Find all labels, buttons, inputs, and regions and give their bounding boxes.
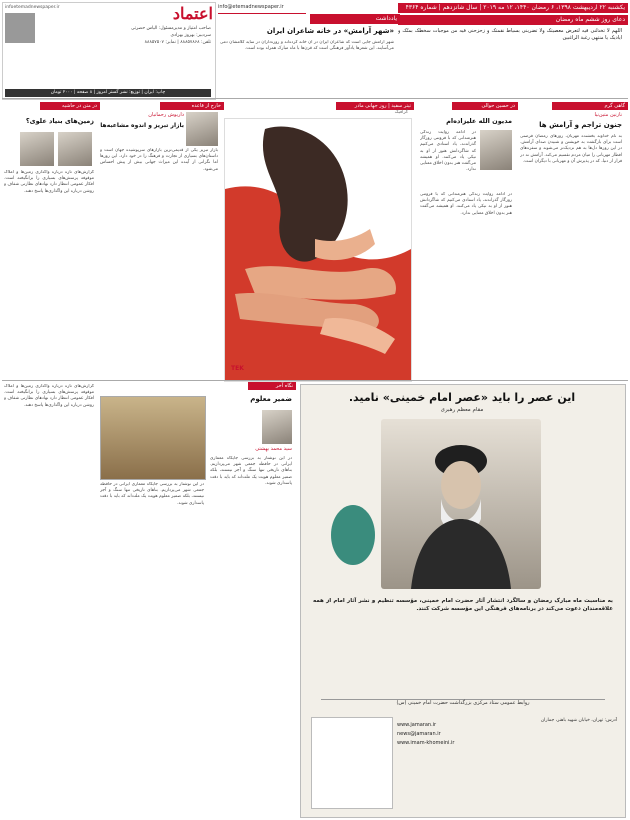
- greeting-title: جنون تراجم و آرامش ها: [539, 121, 622, 129]
- greeting-label: گاهی گرم: [552, 102, 628, 110]
- illustration-label: تیتر سفید | روز جهانی مادر: [336, 102, 414, 110]
- ramadan-text: اللهم لا تخذلنی فیه لتعرض معصیتک ولا تضربنی بسیاط نقمتک و زحزحنی فیه من موجبات سخطک بمنّک و ایادیک یا منتهی رغبة الراغبین: [398, 28, 622, 41]
- ad-body: به مناسبت ماه مبارک رمضان و سالگرد انتشار آثار حضرت امام خمینی، مؤسسه تنظیم و نشر آثار امام از همه علاقه‌مندان دعوت می‌کند در برنامه‌های فرهنگی این مؤسسه شرکت کنند.: [313, 598, 613, 612]
- portrait-icon: [381, 419, 541, 589]
- email-text: info@etemadnewspaper.ir: [218, 2, 306, 14]
- editorial-text: شهر آرامش جایی است که شاعران ایران در آن خانه کرده‌اند و روزه‌داران در سایه کلامشان دمی می‌آسایند. این شعرها یادآور فرهنگی است که قرن‌ها با ماه مبارک همراه بوده است.: [220, 40, 394, 52]
- hosseini-label: در حسین حوالی: [452, 102, 518, 110]
- hosseini-title: مدیون الله علیزاده‌ام: [446, 117, 512, 125]
- ad-footer: روابط عمومی ستاد مرکزی بزرگداشت حضرت امام خمینی (س): [321, 699, 605, 710]
- hosseini-text: در ادامه روایت زندگی هنرمندانی که با فروتنی روزگار گذراندند، یاد استادی می‌کنیم که شاگردانش هنوز از او به نیکی یاد می‌کنند. او همیشه می‌گفت هنر بدون اخلاق معنایی ندارد.: [420, 192, 512, 216]
- zamin-text: گزارش‌های تازه درباره واگذاری زمین‌ها و املاک موقوفه پرسش‌های بسیاری را برانگیخته است. افکار عمومی انتظار دارد نهادهای نظارتی شفاف و روشن درباره این واگذاری‌ها پاسخ دهند.: [4, 170, 94, 194]
- portrait-photo: [381, 419, 541, 589]
- masthead-line: صاحب امتیاز و مدیرمسئول: الیاس حضرتی: [130, 26, 211, 31]
- masthead-line: سردبیر: بهروز بهزادی: [170, 33, 211, 38]
- zamin-title: زمین‌های بنیاد علوی؟: [25, 117, 94, 125]
- architecture-photo: [100, 396, 206, 480]
- bazar-author: داریوش رحمانیان: [148, 112, 184, 118]
- cover-thumbnail: [5, 13, 35, 43]
- zamir-title: ضمیر معلوم: [250, 395, 292, 403]
- hands-illustration-icon: [225, 119, 411, 381]
- mother-illustration: [224, 118, 412, 382]
- date-line: یکشنبه ۲۲ اردیبهشت ۱۳۹۸، ۶ رمضان ۱۴۴۰، ۱۲ مه ۲۰۱۹ | سال شانزدهم | شماره ۴۳۶۴: [398, 3, 628, 13]
- illustration-signature: TEK: [231, 365, 244, 372]
- zamir-text-cont: در این نوشتار به بررسی جایگاه معماری ایرانی در حافظه جمعی شهر می‌پردازیم. بناهای تاریخی تنها سنگ و آجر نیستند، بلکه ضمیر معلوم هویت یک ملت‌اند که باید با دقت پاسداری شوند.: [100, 482, 204, 506]
- masthead: [2, 2, 216, 100]
- ad-headline: این عصر را باید «عصر امام خمینی» نامید.: [348, 391, 576, 404]
- editorial-label: یادداشت: [310, 14, 400, 24]
- author-photo: [480, 130, 512, 170]
- info-strip: چاپ: ایران | توزیع: نشر گستر امروز | ۸ صفحه | ۲۰۰۰ تومان: [5, 89, 211, 97]
- bazar-title: بازار تبریز و اندوه مشاعبه‌ها: [100, 122, 184, 129]
- hosseini-text-short: در ادامه روایت زندگی هنرمندانی که با فروتنی روزگار گذراندند، یاد استادی می‌کنیم که شاگردانش هنوز از او به نیکی یاد می‌کنند. او همیشه می‌گفت هنر بدون اخلاق معنایی ندارد.: [420, 130, 476, 173]
- seal-emblem: [331, 505, 375, 565]
- ad-quote-by: مقام معظم رهبری: [440, 407, 484, 413]
- bazar-text: بازار تبریز یکی از قدیمی‌ترین بازارهای سرپوشیده جهان است و داستان‌های بسیاری از تجارت و فرهنگ را در خود دارد. این روزها اما نگرانی از آینده این میراث جهانی بیش از پیش احساس می‌شود.: [100, 148, 218, 172]
- imam-ad: [300, 384, 626, 818]
- greeting-author: نازنین متین‌نیا: [594, 112, 622, 118]
- logo: اعتماد: [172, 4, 213, 23]
- greeting-text: به نام خداوند بخشنده مهربان، روزهای رمضان فرصتی است برای بازگشت به خویشتن و شنیدن صدای آرامش. در این روزها دل‌ها به هم نزدیک‌تر می‌شوند و سفره‌های افطار مهربانی را میان مردم تقسیم می‌کند. آرامش نه در فرار از دنیا، که در پذیرش آن و مهربانی با دیگران است.: [520, 134, 622, 164]
- author-photo: [262, 410, 292, 444]
- divider: [2, 98, 628, 99]
- masthead-line: تلفن: ۸۸۸۵۷۸۶۸ | نمابر: ۸۸۸۵۷۵۰۷: [144, 40, 211, 45]
- masthead-info: [39, 25, 211, 46]
- divider: [2, 380, 628, 381]
- ramadan-label: دعای روز ششم ماه رمضان: [398, 15, 628, 25]
- author-photo: [20, 132, 54, 166]
- editorial-title: «شهر آرامش» در خانه شاعران ایران: [266, 27, 394, 35]
- zamin-label: در متن در حاشیه: [40, 102, 100, 110]
- ad-address: آدرس: تهران، خیابان شهید باهنر، جماران: [540, 718, 617, 723]
- zamir-label: نگاه آخر: [248, 382, 296, 390]
- bazar-label: خارج از قاعده: [160, 102, 224, 110]
- website-text: infoetemadnewspaper.ir: [5, 5, 60, 10]
- zamir-author: سید محمد بهشتی: [255, 446, 292, 452]
- author-photo: [58, 132, 92, 166]
- zamir-text: در این نوشتار به بررسی جایگاه معماری ایرانی در حافظه جمعی شهر می‌پردازیم. بناهای تاریخی تنها سنگ و آجر نیستند، بلکه ضمیر معلوم هویت یک ملت‌اند که باید با دقت پاسداری شوند.: [210, 456, 292, 486]
- institute-logo: [311, 717, 393, 809]
- author-photo: [186, 112, 218, 146]
- illustration-caption: گرافیک: [394, 110, 408, 115]
- ad-contact: www.jamaran.ir news@jamaran.ir www.imam-khomeini.ir: [397, 722, 455, 746]
- left-column-text: گزارش‌های تازه درباره واگذاری زمین‌ها و املاک موقوفه پرسش‌های بسیاری را برانگیخته است. افکار عمومی انتظار دارد نهادهای نظارتی شفاف و روشن درباره این واگذاری‌ها پاسخ دهند.: [4, 384, 94, 408]
